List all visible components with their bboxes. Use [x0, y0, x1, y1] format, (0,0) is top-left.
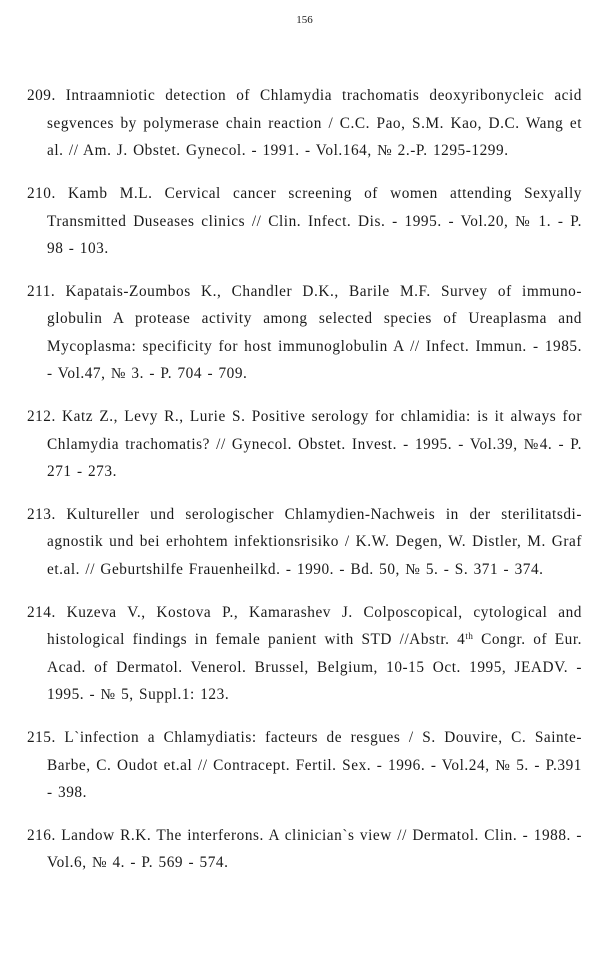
reference-text: Kamb M.L. Cervical cancer screening of women attending Sexyally Transmitted Duseases clinics // Clin. Infect. Dis. - 1995. - Vol.20, № 1. - P. 98 - 103. — [47, 185, 583, 258]
reference-text: Kultureller und serologischer Chlamydien-Nachweis in der sterilitatsdi-agnostik und bei erhohtem infektionsrisiko / K.W. Degen, W. Distler, M. Graf et.al. // Geburtshilfe Frauenheilkd. - 1990. - Bd. 50, № 5. - S. 371 - 374. — [47, 505, 583, 578]
reference-number: 211. — [27, 282, 56, 300]
reference-text: L`infection a Chlamydiatis: facteurs de resgues / S. Douvire, C. Sainte-Barbe, C. Oudot et.al // Contracept. Fertil. Sex. - 1996. - Vol.24, № 5. - P.391 - 398. — [47, 729, 583, 802]
reference-text: Kuzeva V., Kostova P., Kamarashev J. Colposcopical, cytological and histological findings in female panient with STD //Abstr. 4 — [47, 603, 582, 649]
reference-number: 212. — [27, 408, 56, 426]
reference-list — [27, 67, 582, 879]
reference-210 — [27, 180, 582, 263]
reference-text-continued: Congr. of Eur. Acad. of Dermatol. Venerol. Brussel, Belgium, 10-15 Oct. 1995, JEADV. - 1995. - № 5, Suppl.1: 123. — [47, 631, 582, 704]
reference-number: 215. — [27, 729, 56, 747]
reference-text: Intraamniotic detection of Chlamydia trachomatis deoxyribonycleic acid segvences by polymerase chain reaction / C.C. Pao, S.M. Kao, D.C. Wang et al. // Am. J. Obstet. Gynecol. - 1991. - Vol.164, № 2.-P. 1295-1299. — [47, 87, 582, 160]
reference-number: 214. — [27, 603, 56, 621]
reference-text: Landow R.K. The interferons. A clinician`s view // Dermatol. Clin. - 1988. - Vol.6, № 4. - P. 569 - 574. — [47, 826, 583, 872]
reference-213 — [27, 501, 582, 584]
reference-text: Katz Z., Levy R., Lurie S. Positive serology for chlamidia: is it always for Chlamydia trachomatis? // Gynecol. Obstet. Invest. - 1995. - Vol.39, №4. - P. 271 - 273. — [47, 408, 583, 481]
superscript: th — [465, 631, 474, 642]
page-number: 156 — [296, 14, 313, 26]
reference-text: Kapatais-Zoumbos K., Chandler D.K., Barile M.F. Survey of immuno-globulin A protease activity among selected species of Ureaplasma and Mycoplasma: specificity for host immunoglobulin A // Infect. Immun. - 1985. - Vol.47, № 3. - P. 704 - 709. — [47, 282, 582, 383]
reference-209 — [27, 82, 582, 165]
reference-number: 209. — [27, 87, 56, 105]
reference-212 — [27, 403, 582, 486]
reference-215 — [27, 724, 582, 807]
reference-216 — [27, 822, 582, 877]
reference-number: 210. — [27, 185, 56, 203]
reference-211 — [27, 278, 582, 388]
reference-214 — [27, 599, 582, 709]
reference-number: 213. — [27, 505, 56, 523]
reference-number: 216. — [27, 826, 56, 844]
